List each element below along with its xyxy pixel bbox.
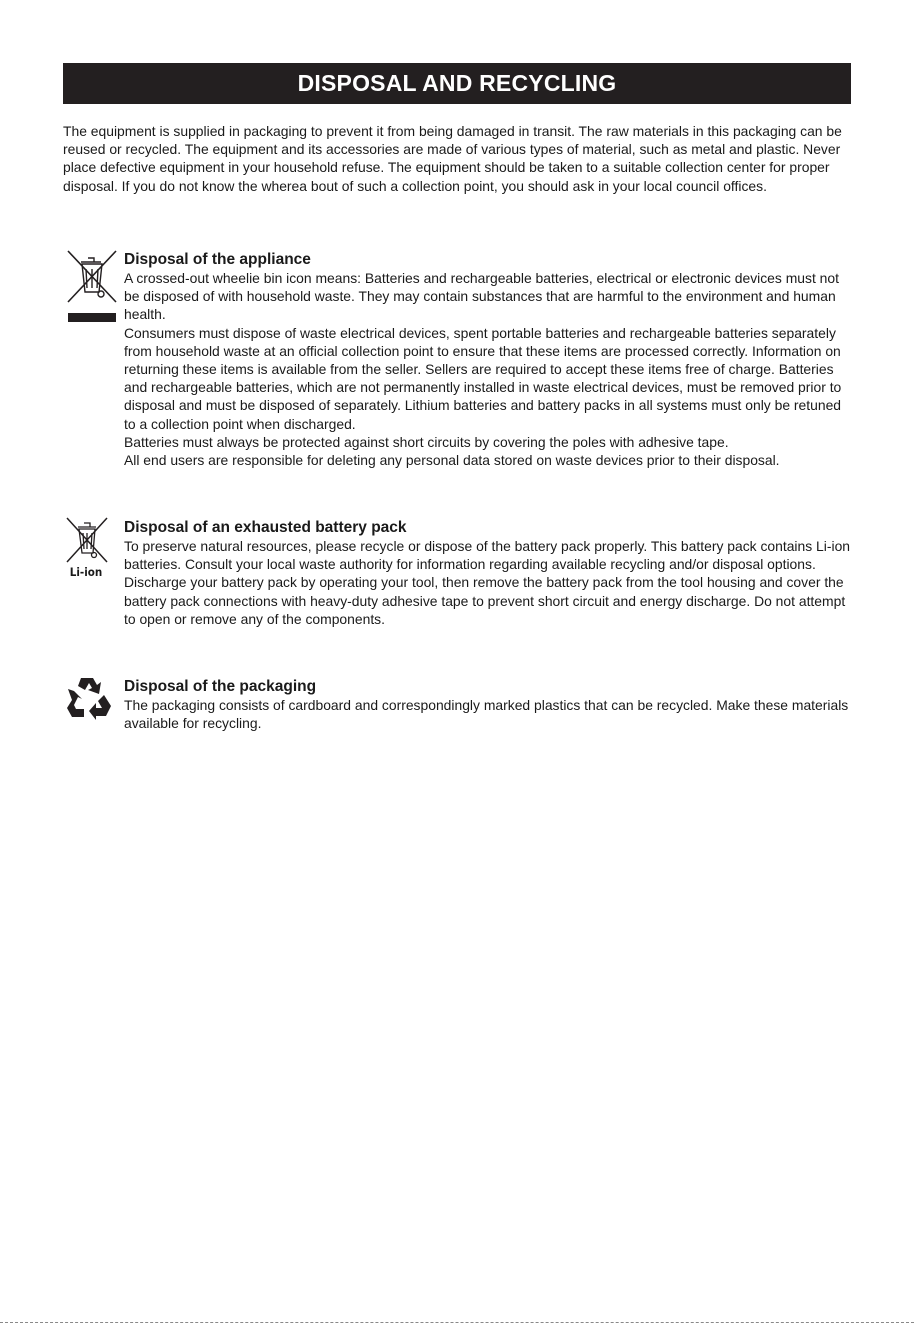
page-bottom-divider bbox=[0, 1322, 914, 1323]
section-heading: Disposal of the appliance bbox=[124, 251, 311, 268]
section-paragraph: Batteries must always be protected against short circuits by covering the poles with adhesive tape. bbox=[124, 433, 729, 450]
li-ion-label: Li-ion bbox=[69, 565, 103, 579]
section-paragraph: Consumers must dispose of waste electrical devices, spent portable batteries and rechargeable batteries separately from household waste at an official collection point to ensure that these items are processed correctly. Information on returning these items is available from the seller. Sellers are required to accept these items free of charge. Batteries and rechargeable batteries, which are not permanently installed in waste electrical devices, must be removed prior to disposal and must be disposed of separately. Lithium batteries and battery packs in all systems must only be retuned to a collection point when discharged. bbox=[124, 324, 842, 432]
section-appliance bbox=[124, 250, 856, 469]
recycling-icon bbox=[64, 675, 114, 721]
page-title: DISPOSAL AND RECYCLING bbox=[297, 70, 617, 96]
crossed-out-bin-li-ion-icon bbox=[64, 515, 110, 567]
section-paragraph: All end users are responsible for deleting any personal data stored on waste devices prior to their disposal. bbox=[124, 452, 780, 469]
section-battery-pack bbox=[124, 518, 856, 628]
section-heading: Disposal of the packaging bbox=[124, 678, 317, 695]
section-paragraph: A crossed-out wheelie bin icon means: Batteries and rechargeable batteries, electrical or electronic devices must not be disposed of with household waste. They may contain substances that are harmful to the environment and human health. bbox=[124, 270, 839, 323]
page-title-banner bbox=[63, 63, 851, 104]
section-paragraph: The packaging consists of cardboard and correspondingly marked plastics that can be recycled. Make these materials available for recycling. bbox=[124, 697, 849, 732]
intro-paragraph: The equipment is supplied in packaging to prevent it from being damaged in transit. The raw materials in this packaging can be reused or recycled. The equipment and its accessories are made of various types of material, such as metal and plastic. Never place defective equipment in your household refuse. The equipment should be taken to a suitable collection center for proper disposal. If you do not know the wherea bout of such a collection point, you should ask in your local council offices. bbox=[63, 123, 842, 194]
section-packaging bbox=[124, 677, 856, 732]
section-heading: Disposal of an exhausted battery pack bbox=[124, 519, 407, 536]
crossed-out-wheelie-bin-icon bbox=[64, 247, 120, 323]
section-paragraph: To preserve natural resources, please recycle or dispose of the battery pack properly. This battery pack contains Li-ion batteries. Consult your local waste authority for information regarding available recycling and/or disposal options. Discharge your battery pack by operating your tool, then remove the battery pack from the tool housing and cover the battery pack connections with heavy-duty adhesive tape to prevent short circuit and energy discharge. Do not attempt to open or remove any of the components. bbox=[124, 538, 851, 627]
